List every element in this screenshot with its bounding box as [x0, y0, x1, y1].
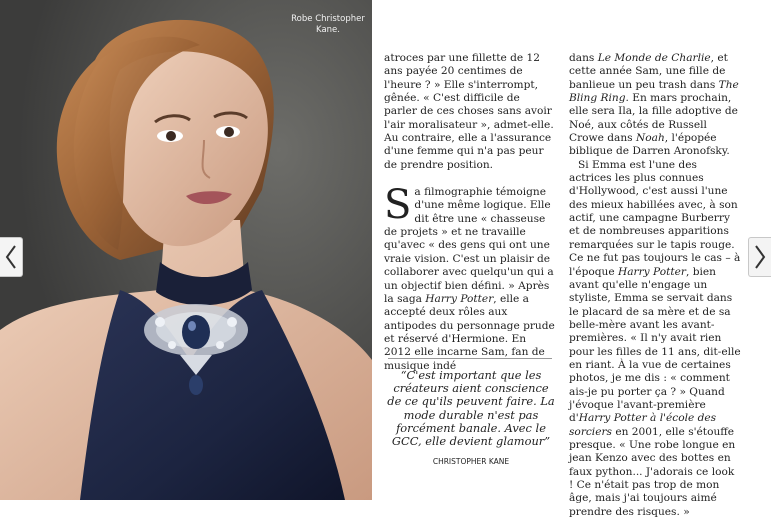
paragraph-filmography: Sa filmographie témoigne d'une même logique. Elle dit être une « chasseuse de projets » et ne travaille qu'avec « des gens qui ont une vraie vision. C'est un plaisir de collaborer avec quelqu'un qui a un objectif bien défini. » Après la saga Harry Potter, elle a accepté deux rôles aux antipodes du personnage prude et réservé d'Hermione. En 2012 elle incarne Sam, fan de musique indé: [384, 182, 555, 372]
film-title: Harry Potter: [617, 265, 686, 278]
pull-quote: “C'est important que les créateurs aient conscience de ce qu'ils peuvent faire. La mode durable n'est pas forcément banale. Avec le GCC, elle devient glamour”: [387, 368, 555, 449]
portrait-illustration: [0, 0, 372, 500]
chevron-left-icon: [5, 244, 17, 270]
quote-divider: [388, 358, 552, 359]
article-column-1: [384, 52, 556, 373]
drop-cap: S: [384, 182, 412, 229]
photo-caption: Robe Christopher Kane.: [291, 14, 365, 35]
film-title: The Bling Ring: [569, 78, 739, 105]
next-page-button[interactable]: [748, 237, 771, 277]
paragraph-style: Si Emma est l'une des actrices les plus connues d'Hollywood, c'est aussi l'une des mieux habillées avec, à son actif, une campagne Burberry et de nombreuses apparitions remarquées sur le tapis rouge. Ce ne fut pas toujours le cas – à l'époque Harry Potter, bien avant qu'elle n'engage un styliste, Emma se servait dans le placard de sa mère et de sa belle-mère avant les avant-premières. « Il n'y avait rien pour les filles de 11 ans, dit-elle en riant. À la vue de certaines photos, je me dis : « comment ais-je pu porter ça ? » Quand j'évoque l'avant-première d'Harry Potter à l'école des sorciers en 2001, elle s'étouffe presque. « Une robe longue en jean Kenzo avec des bottes en faux python... J'adorais ce look ! Ce n'était pas trop de mon âge, mais j'ai toujours aimé prendre des risques. »: [569, 158, 741, 518]
film-title: Harry Potter à l'école des sorciers: [569, 412, 717, 438]
article-page: [372, 0, 771, 518]
paragraph-roles: dans Le Monde de Charlie, et cette année Sam, une fille de banlieue un peu trash dans The Bling Ring. En mars prochain, elle sera Ila, la fille adoptive de Noé, aux côtés de Russell Crowe dans Noah, l'épopée biblique de Darren Aronofsky.: [569, 52, 739, 158]
chevron-right-icon: [754, 244, 766, 270]
film-title: Le Monde de Charlie: [597, 52, 711, 64]
paragraph-intro: atroces par une fillette de 12 ans payée 20 centimes de l'heure ? » Elle s'interrompt, gênée. « C'est difficile de parler de ces choses sans avoir l'air moralisateur », admet-elle. Au contraire, elle a l'assurance d'une femme qui n'a pas peur de prendre position.: [384, 52, 554, 171]
article-column-2: [569, 52, 741, 519]
portrait-photo: [0, 0, 372, 500]
previous-page-button[interactable]: [0, 237, 23, 277]
pull-quote-author: CHRISTOPHER KANE: [432, 457, 510, 466]
film-title: Harry Potter: [425, 292, 494, 305]
film-title: Noah: [635, 132, 665, 145]
